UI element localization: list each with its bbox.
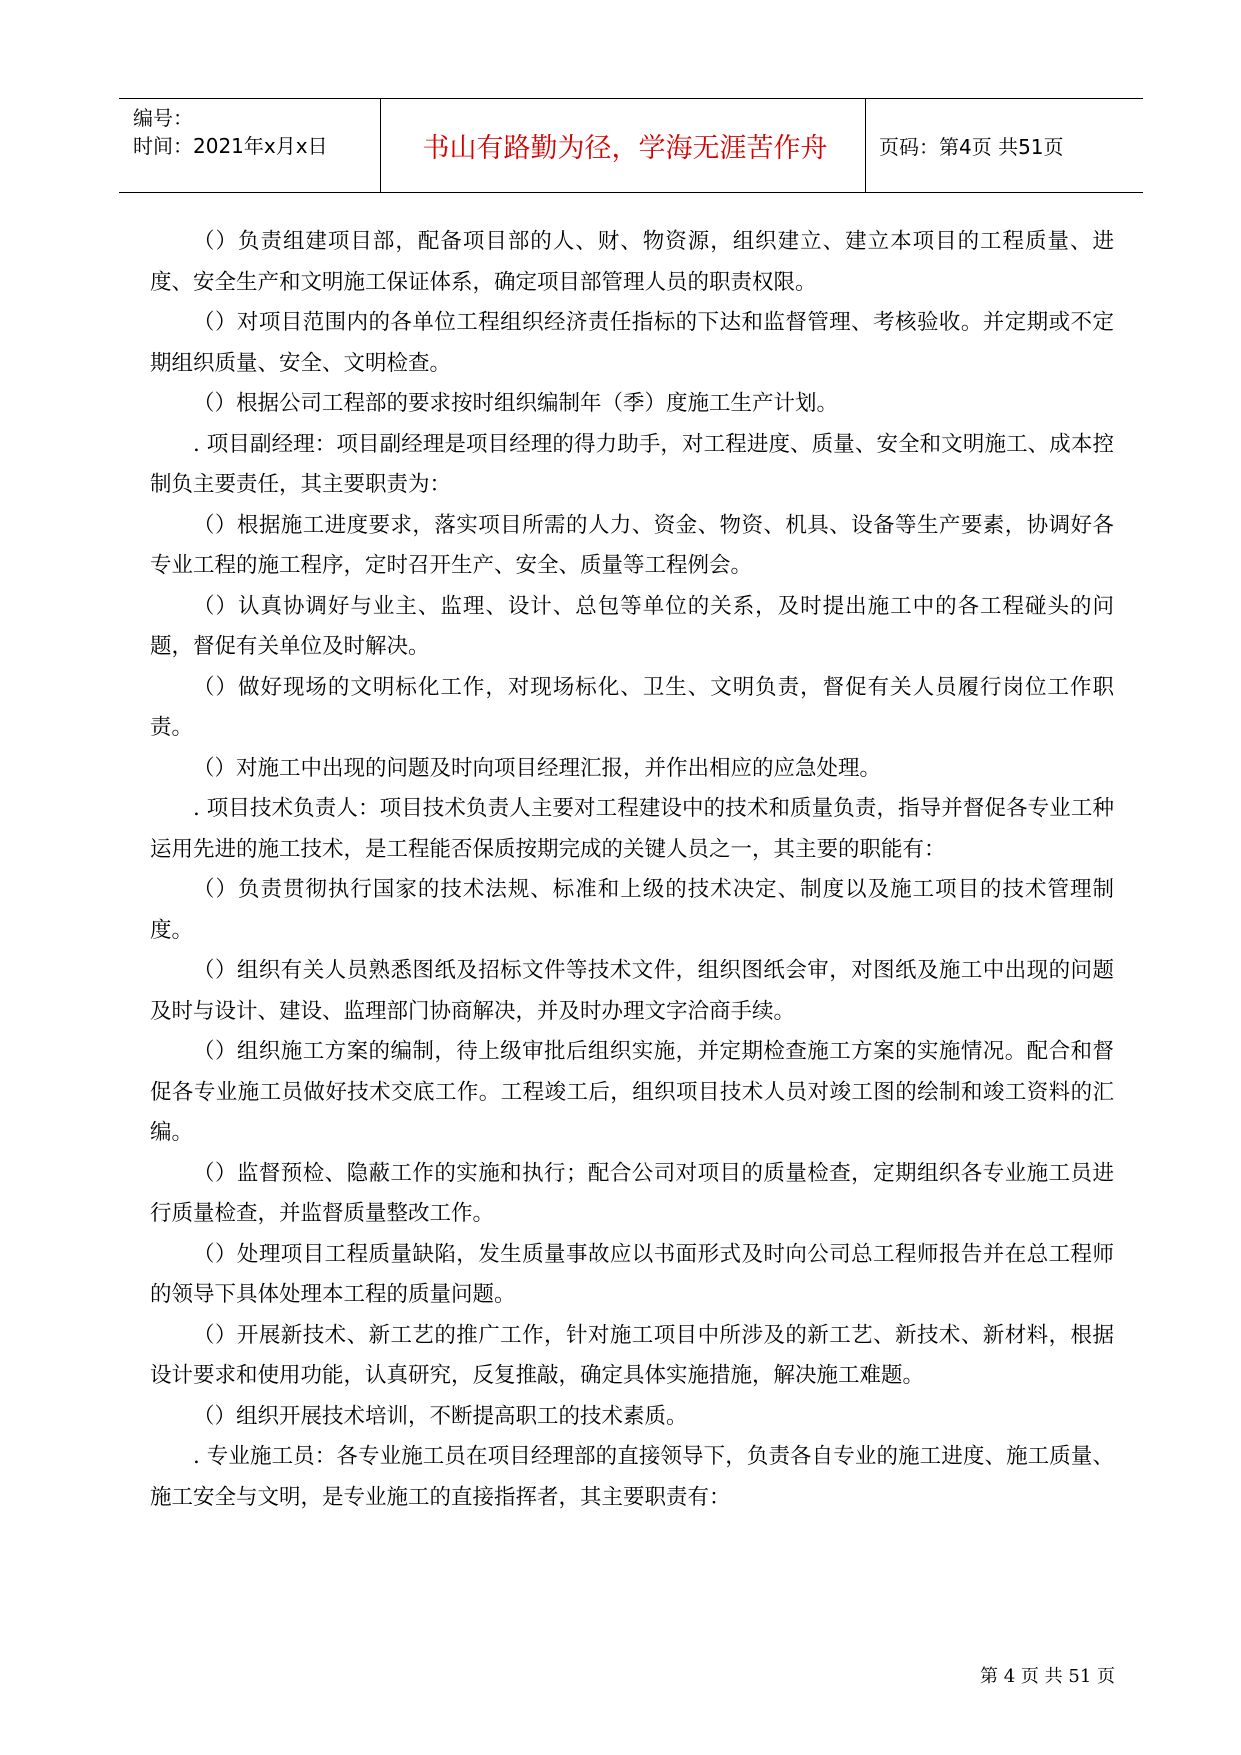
paragraph: . 专业施工员：各专业施工员在项目经理部的直接领导下，负责各自专业的施工进度、施工质量、施工安全与文明，是专业施工的直接指挥者，其主要职责有： xyxy=(150,1444,1114,1510)
paragraph: （）对施工中出现的问题及时向项目经理汇报，并作出相应的应急处理。 xyxy=(193,755,882,781)
paragraph: （）负责贯彻执行国家的技术法规、标准和上级的技术决定、制度以及施工项目的技术管理制度。 xyxy=(150,877,1114,943)
paragraph: （）根据公司工程部的要求按时组织编制年（季）度施工生产计划。 xyxy=(193,391,839,416)
paragraph: （）开展新技术、新工艺的推广工作，针对施工项目中所涉及的新工艺、新技术、新材料，根据设计要求和使用功能，认真研究，反复推敲，确定具体实施措施，解决施工难题。 xyxy=(150,1322,1114,1388)
header-top-rule xyxy=(119,98,1143,99)
header-bottom-rule xyxy=(119,192,1143,193)
paragraph: （）根据施工进度要求，落实项目所需的人力、资金、物资、机具、设备等生产要素，协调好各专业工程的施工程序，定时召开生产、安全、质量等工程例会。 xyxy=(150,512,1114,578)
paragraph: （）负责组建项目部，配备项目部的人、财、物资源，组织建立、建立本项目的工程质量、进度、安全生产和文明施工保证体系，确定项目部管理人员的职责权限。 xyxy=(150,229,1114,295)
header-meta xyxy=(133,104,328,160)
paragraph: （）组织有关人员熟悉图纸及招标文件等技术文件，组织图纸会审，对图纸及施工中出现的问题及时与设计、建设、监理部门协商解决，并及时办理文字洽商手续。 xyxy=(150,958,1114,1024)
document-date-label: 时间：2021年x月x日 xyxy=(133,134,328,158)
paragraph: . 项目技术负责人：项目技术负责人主要对工程建设中的技术和质量负责，指导并督促各专业工种运用先进的施工技术，是工程能否保质按期完成的关键人员之一，其主要的职能有： xyxy=(150,796,1114,862)
paragraph: （）做好现场的文明标化工作，对现场标化、卫生、文明负责，督促有关人员履行岗位工作职责。 xyxy=(150,674,1114,740)
header-motto: 书山有路勤为径，学海无涯苦作舟 xyxy=(422,133,828,164)
paragraph: （）组织施工方案的编制，待上级审批后组织实施，并定期检查施工方案的实施情况。配合和督促各专业施工员做好技术交底工作。工程竣工后，组织项目技术人员对竣工图的绘制和竣工资料的汇编。 xyxy=(150,1039,1114,1145)
header-page-label: 页码：第4页 共51页 xyxy=(879,135,1064,159)
paragraph: （）对项目范围内的各单位工程组织经济责任指标的下达和监督管理、考核验收。并定期或不定期组织质量、安全、文明检查。 xyxy=(150,310,1114,376)
document-number-label: 编号： xyxy=(133,106,193,130)
document-body xyxy=(150,222,1114,1518)
paragraph: （）组织开展技术培训，不断提高职工的技术素质。 xyxy=(193,1403,688,1429)
paragraph: . 项目副经理：项目副经理是项目经理的得力助手，对工程进度、质量、安全和文明施工、成本控制负主要责任，其主要职责为： xyxy=(150,431,1114,497)
paragraph: （）认真协调好与业主、监理、设计、总包等单位的关系，及时提出施工中的各工程碰头的问题，督促有关单位及时解决。 xyxy=(150,593,1114,659)
paragraph: （）处理项目工程质量缺陷，发生质量事故应以书面形式及时向公司总工程师报告并在总工程师的领导下具体处理本工程的质量问题。 xyxy=(150,1241,1114,1307)
paragraph: （）监督预检、隐蔽工作的实施和执行；配合公司对项目的质量检查，定期组织各专业施工员进行质量检查，并监督质量整改工作。 xyxy=(150,1160,1114,1226)
page-footer: 第 4 页 共 51 页 xyxy=(980,1666,1115,1687)
